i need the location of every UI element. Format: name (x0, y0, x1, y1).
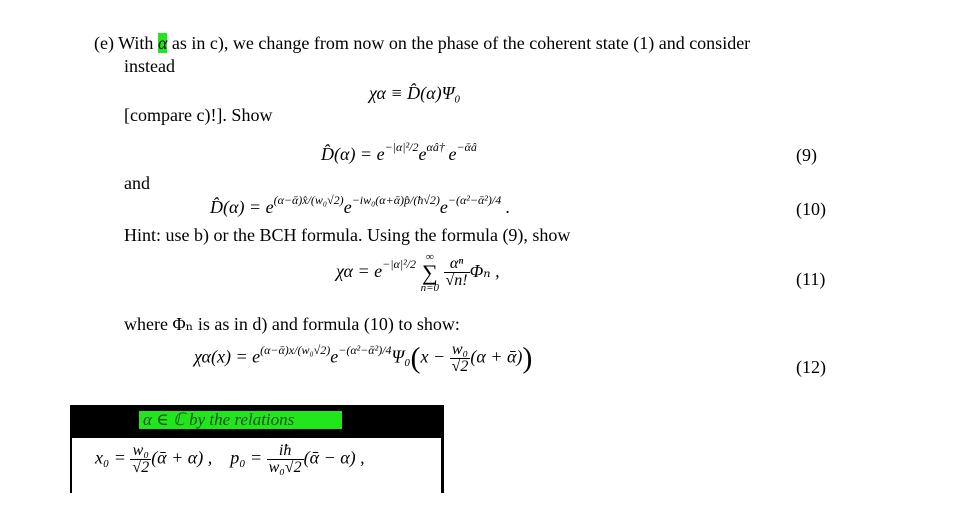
equation-11 (336, 252, 500, 294)
rel-x0: x₀ = (95, 447, 126, 468)
equation-12: $\chi\alpha(x) = e^{(\alpha-ᾱ)x/(w_0√2)}e^{-(\alpha^2-ᾱ^2)/4}\Psi_0(x$ − $\frac{\text{w₀}}{√2}$ (α + ᾱ)) (194, 341, 533, 375)
eq12-lhs: χα(x) = e (194, 346, 261, 367)
eq12-numerator: w₀ (451, 341, 469, 358)
eq11-fraction (444, 256, 470, 289)
eq9-exp3: −ᾱâ (456, 140, 477, 154)
eq9-lhs: D̂(α) = e (321, 144, 385, 164)
eq12-psi: Ψ₀ (391, 346, 411, 367)
eq9-exp1: −|α|²/2 (384, 140, 419, 154)
eq10-lhs: D̂(α) = e (210, 197, 274, 217)
where-text: where Φₙ is as in d) and formula (10) to show: (124, 314, 460, 334)
eq9-e2: e (418, 144, 427, 164)
rel-p0: p₀ = (230, 447, 263, 468)
eq12-fraction (450, 342, 471, 375)
rel-fraction-2 (267, 443, 304, 476)
and-text: and (124, 173, 150, 193)
sum-operator (421, 252, 439, 294)
eq9-e3: e (448, 144, 457, 164)
highlighted-alpha: α (157, 33, 168, 53)
equation-9 (321, 140, 477, 164)
sum-symbol: ∑ (421, 260, 438, 285)
eq12-x: x − (420, 346, 446, 367)
eq10-exp3: −(α²−ᾱ²)/4 (447, 193, 502, 207)
eq11-tail: Φₙ , (469, 261, 500, 282)
rel-fraction-1 (130, 443, 151, 476)
redaction-edge-right (441, 438, 444, 493)
equation-number-12: (12) (796, 357, 826, 377)
equation-10 (210, 193, 511, 217)
relations-label: α ∈ ℂ by the relations (143, 410, 295, 429)
relations-equation (95, 443, 365, 476)
definition-equation: χα ≡ D̂(α)Ψ₀ (369, 83, 461, 103)
rel-numerator-1: w₀ (132, 442, 149, 459)
eq10-exp2: −iw₀(α+ᾱ)p̂/(ħ√2) (351, 193, 440, 207)
eq12-exp2: −(α²−ᾱ²)/4 (338, 342, 392, 357)
eq11-exp: −|α|²/2 (382, 257, 417, 272)
eq12-e2: e (330, 346, 339, 367)
rel-tail-1: (ᾱ + α) , (151, 447, 213, 468)
eq10-e2: e (343, 197, 352, 217)
rel-numerator-2: iħ (278, 442, 292, 459)
intro-line-2: instead (124, 56, 175, 76)
eq10-exp1: (α−ᾱ)x̂/(w₀√2) (273, 193, 344, 207)
eq11-numerator: αⁿ (449, 255, 464, 273)
eq10-e3: e (439, 197, 448, 217)
redaction-edge-left (70, 438, 72, 493)
eq10-end: . (501, 197, 511, 217)
intro-suffix: as in c), we change from now on the phase of the coherent state (1) and consider (167, 33, 751, 53)
eq12-exp1: (α−ᾱ)x/(w₀√2) (260, 342, 331, 357)
rel-tail-2: (ᾱ − α) , (303, 447, 365, 468)
sum-lower: n=0 (420, 281, 439, 294)
eq9-exp2: αâ† (426, 140, 445, 154)
eq11-lhs: χα = e (336, 261, 383, 282)
rel-denominator-1: √2 (132, 459, 150, 476)
equation-number-10: (10) (796, 199, 826, 219)
eq12-tail: (α + ᾱ) (470, 346, 523, 367)
equation-number-11: (11) (796, 269, 826, 289)
intro-line (94, 34, 750, 52)
intro-prefix: (e) With (94, 33, 158, 53)
rel-denominator-2: w₀√2 (268, 459, 302, 476)
eq12-denominator: √2 (451, 358, 469, 375)
sum-upper: ∞ (425, 251, 434, 263)
hint-text: Hint: use b) or the BCH formula. Using the formula (9), show (124, 225, 571, 245)
eq11-denominator: √n! (445, 272, 468, 290)
equation-number-9: (9) (796, 145, 817, 165)
compare-text: [compare c)!]. Show (124, 105, 273, 125)
